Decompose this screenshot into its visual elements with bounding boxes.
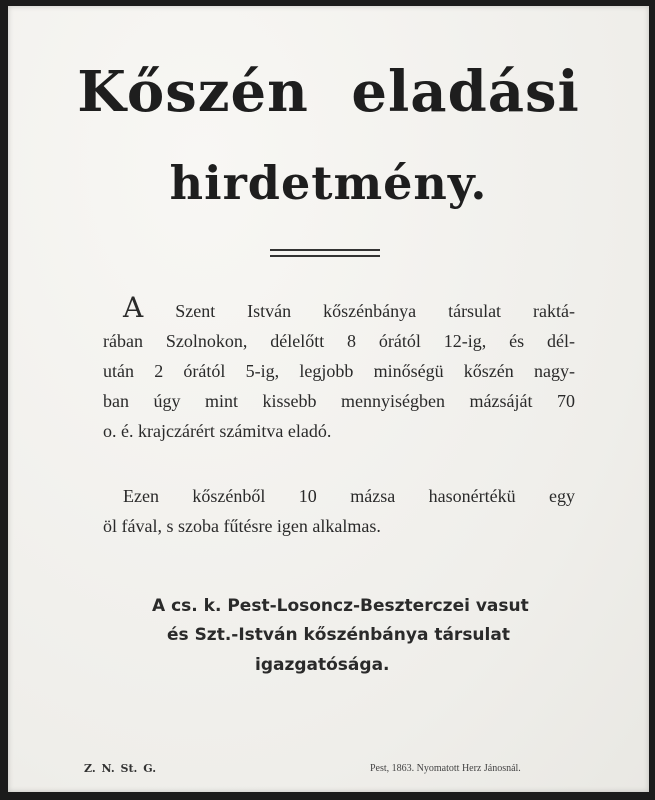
paragraph2-line1: Ezen kőszénből 10 mázsa hasonértékü egy [123,486,575,506]
footer-printer-imprint: Pest, 1863. Nyomatott Herz Jánosnál. [370,763,521,774]
paragraph1-line4: ban úgy mint kissebb mennyiségben mázsáját 70 [103,391,575,411]
footer-left-mark: Z. N. St. G. [84,762,157,775]
paragraph1-line1-text: Szent István kőszénbánya társulat raktá- [143,301,575,321]
poster-title-line1: Kőszén eladási [77,59,580,125]
paragraph1-line2: rában Szolnokon, délelőtt 8 órától 12-ig, és dél- [103,331,575,351]
paragraph-coal-equivalence [103,481,575,541]
paragraph1-line5: o. é. krajczárért számitva eladó. [103,421,332,441]
paragraph-sale-terms [103,293,575,446]
signature-line2: és Szt.-István kőszénbánya társulat [167,625,510,645]
poster-title-line2: hirdetmény. [169,156,488,210]
paragraph1-line3: után 2 órától 5-ig, legjobb minőségü kőszén nagy- [103,361,575,381]
paragraph1-line1 [103,293,575,326]
signature-line1: A cs. k. Pest-Losoncz-Besztercz​ei vasut [152,596,529,616]
dropcap-letter: A [123,291,144,324]
double-rule-top [270,249,380,251]
paragraph2-line2: öl fával, s szoba fűtésre igen alkalmas. [103,516,381,536]
double-rule-bottom [270,255,380,257]
poster-sheet [8,6,649,792]
signature-line3: igazgatósága. [255,655,390,675]
